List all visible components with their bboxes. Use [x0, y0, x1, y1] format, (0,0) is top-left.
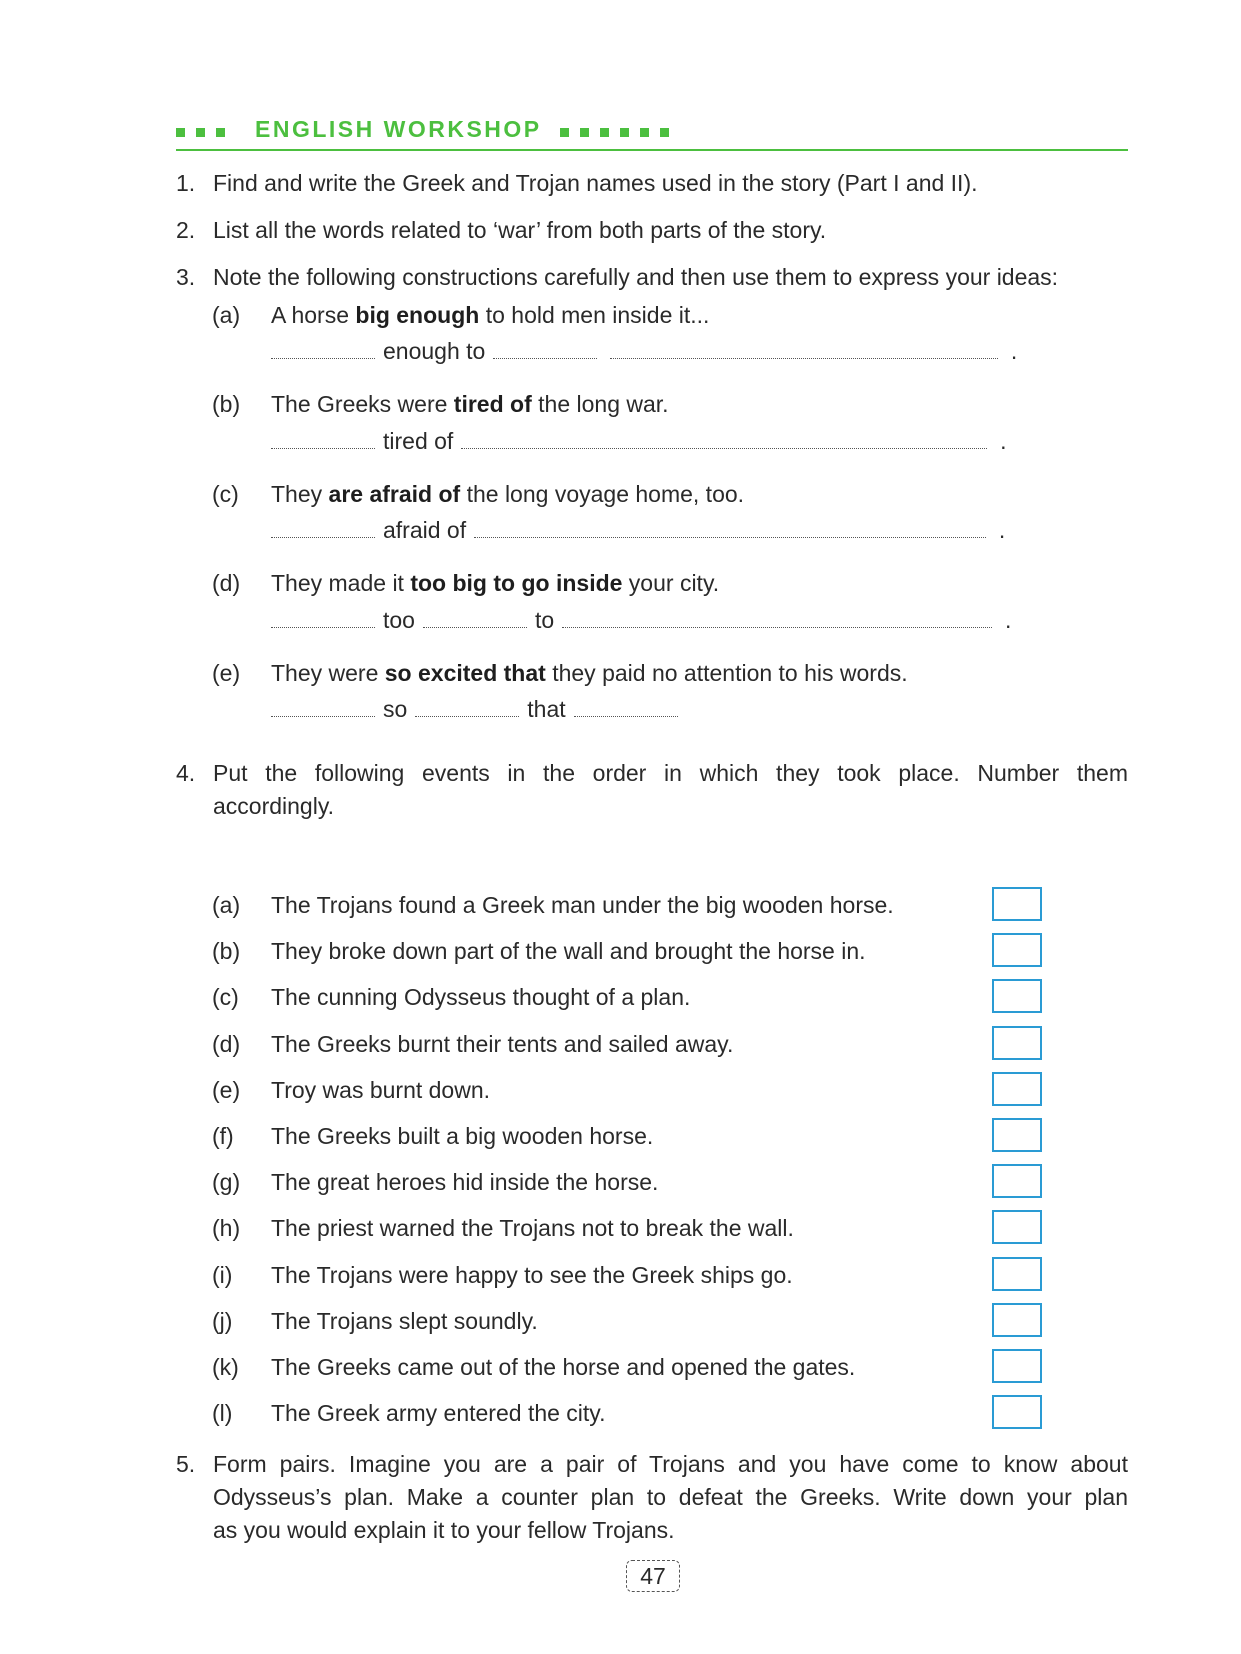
- item-label: (c): [212, 481, 239, 507]
- question-text: List all the words related to ‘war’ from both parts of the story.: [213, 217, 827, 243]
- question-4: [176, 757, 1136, 823]
- event-text: The Greeks burnt their tents and sailed away.: [271, 1031, 734, 1057]
- answer-box[interactable]: [992, 1210, 1042, 1244]
- question-number: 2.: [176, 217, 196, 243]
- item-label: (d): [212, 570, 241, 596]
- answer-box[interactable]: [992, 1118, 1042, 1152]
- event-label: (f): [212, 1123, 234, 1149]
- fill-in-line[interactable]: enough to .: [271, 336, 1017, 366]
- question-text: Odysseus’s plan. Make a counter plan to defeat the Greeks. Write down your plan: [213, 1484, 1128, 1510]
- question-text: as you would explain it to your fellow Trojans.: [213, 1517, 675, 1543]
- square-bullet-icon: [560, 128, 569, 137]
- square-bullet-icon: [216, 128, 225, 137]
- event-label: (g): [212, 1169, 241, 1195]
- section-header: [176, 112, 1128, 152]
- event-text: The cunning Odysseus thought of a plan.: [271, 984, 691, 1010]
- blank-field[interactable]: [271, 428, 375, 449]
- event-label: (i): [212, 1262, 233, 1288]
- item-label: (a): [212, 302, 241, 328]
- blank-field[interactable]: [562, 607, 992, 628]
- blank-field[interactable]: [271, 517, 375, 538]
- blank-field[interactable]: [610, 338, 998, 359]
- item-sentence: The Greeks were tired of the long war.: [271, 391, 669, 417]
- event-text: The great heroes hid inside the horse.: [271, 1169, 659, 1195]
- square-bullet-icon: [600, 128, 609, 137]
- answer-box[interactable]: [992, 933, 1042, 967]
- event-label: (k): [212, 1354, 239, 1380]
- question-text-continued: accordingly.: [213, 793, 335, 819]
- square-bullet-icon: [196, 128, 205, 137]
- question-number: 5.: [176, 1451, 196, 1477]
- event-text: They broke down part of the wall and brought the horse in.: [271, 938, 866, 964]
- question-text: Put the following events in the order in which they took place. Number them: [213, 760, 1128, 786]
- event-text: Troy was burnt down.: [271, 1077, 491, 1103]
- square-bullet-icon: [660, 128, 669, 137]
- question-2: [176, 214, 1136, 247]
- item-sentence: A horse big enough to hold men inside it...: [271, 302, 710, 328]
- question-text: Note the following constructions carefully and then use them to express your ideas:: [213, 264, 1059, 290]
- question-text: Find and write the Greek and Trojan names used in the story (Part I and II).: [213, 170, 978, 196]
- event-text: The Trojans found a Greek man under the big wooden horse.: [271, 892, 894, 918]
- answer-box[interactable]: [992, 1072, 1042, 1106]
- question-1: [176, 167, 1136, 200]
- question-number: 1.: [176, 170, 196, 196]
- section-title: ENGLISH WORKSHOP: [255, 116, 542, 142]
- event-label: (c): [212, 984, 239, 1010]
- answer-box[interactable]: [992, 1395, 1042, 1429]
- event-label: (b): [212, 938, 241, 964]
- answer-box[interactable]: [992, 1257, 1042, 1291]
- event-text: The Trojans were happy to see the Greek ships go.: [271, 1262, 793, 1288]
- event-label: (d): [212, 1031, 241, 1057]
- blank-field[interactable]: [461, 428, 987, 449]
- page-number: 47: [626, 1560, 680, 1592]
- blank-field[interactable]: [474, 517, 986, 538]
- item-sentence: They made it too big to go inside your city.: [271, 570, 720, 596]
- item-sentence: They are afraid of the long voyage home, too.: [271, 481, 745, 507]
- header-squares-right: [560, 128, 669, 137]
- event-text: The Greek army entered the city.: [271, 1400, 606, 1426]
- event-label: (a): [212, 892, 241, 918]
- event-label: (j): [212, 1308, 233, 1334]
- answer-box[interactable]: [992, 1026, 1042, 1060]
- blank-field[interactable]: [271, 338, 375, 359]
- answer-box[interactable]: [992, 1303, 1042, 1337]
- fill-in-line[interactable]: afraid of .: [271, 515, 1005, 545]
- event-label: (l): [212, 1400, 233, 1426]
- fill-in-line[interactable]: tired of .: [271, 426, 1007, 456]
- event-label: (h): [212, 1215, 241, 1241]
- question-number: 4.: [176, 760, 196, 786]
- answer-box[interactable]: [992, 1349, 1042, 1383]
- square-bullet-icon: [176, 128, 185, 137]
- item-sentence: They were so excited that they paid no attention to his words.: [271, 660, 908, 686]
- question-number: 3.: [176, 264, 196, 290]
- event-text: The Trojans slept soundly.: [271, 1308, 538, 1334]
- square-bullet-icon: [580, 128, 589, 137]
- answer-box[interactable]: [992, 1164, 1042, 1198]
- event-text: The Greeks came out of the horse and opened the gates.: [271, 1354, 856, 1380]
- event-text: The Greeks built a big wooden horse.: [271, 1123, 654, 1149]
- blank-field[interactable]: [271, 696, 375, 717]
- header-squares-left: [176, 128, 225, 137]
- blank-field[interactable]: [271, 607, 375, 628]
- event-text: The priest warned the Trojans not to break the wall.: [271, 1215, 794, 1241]
- answer-box[interactable]: [992, 887, 1042, 921]
- fill-in-line[interactable]: too to .: [271, 605, 1011, 635]
- header-rule: [176, 149, 1128, 151]
- blank-field[interactable]: [574, 696, 678, 717]
- event-label: (e): [212, 1077, 241, 1103]
- fill-in-line[interactable]: so that: [271, 694, 678, 724]
- blank-field[interactable]: [415, 696, 519, 717]
- item-label: (b): [212, 391, 241, 417]
- answer-box[interactable]: [992, 979, 1042, 1013]
- blank-field[interactable]: [493, 338, 597, 359]
- square-bullet-icon: [640, 128, 649, 137]
- blank-field[interactable]: [423, 607, 527, 628]
- question-3: [176, 261, 1136, 294]
- item-label: (e): [212, 660, 241, 686]
- question-text: Form pairs. Imagine you are a pair of Trojans and you have come to know about: [213, 1451, 1128, 1477]
- square-bullet-icon: [620, 128, 629, 137]
- question-5: [176, 1448, 1136, 1547]
